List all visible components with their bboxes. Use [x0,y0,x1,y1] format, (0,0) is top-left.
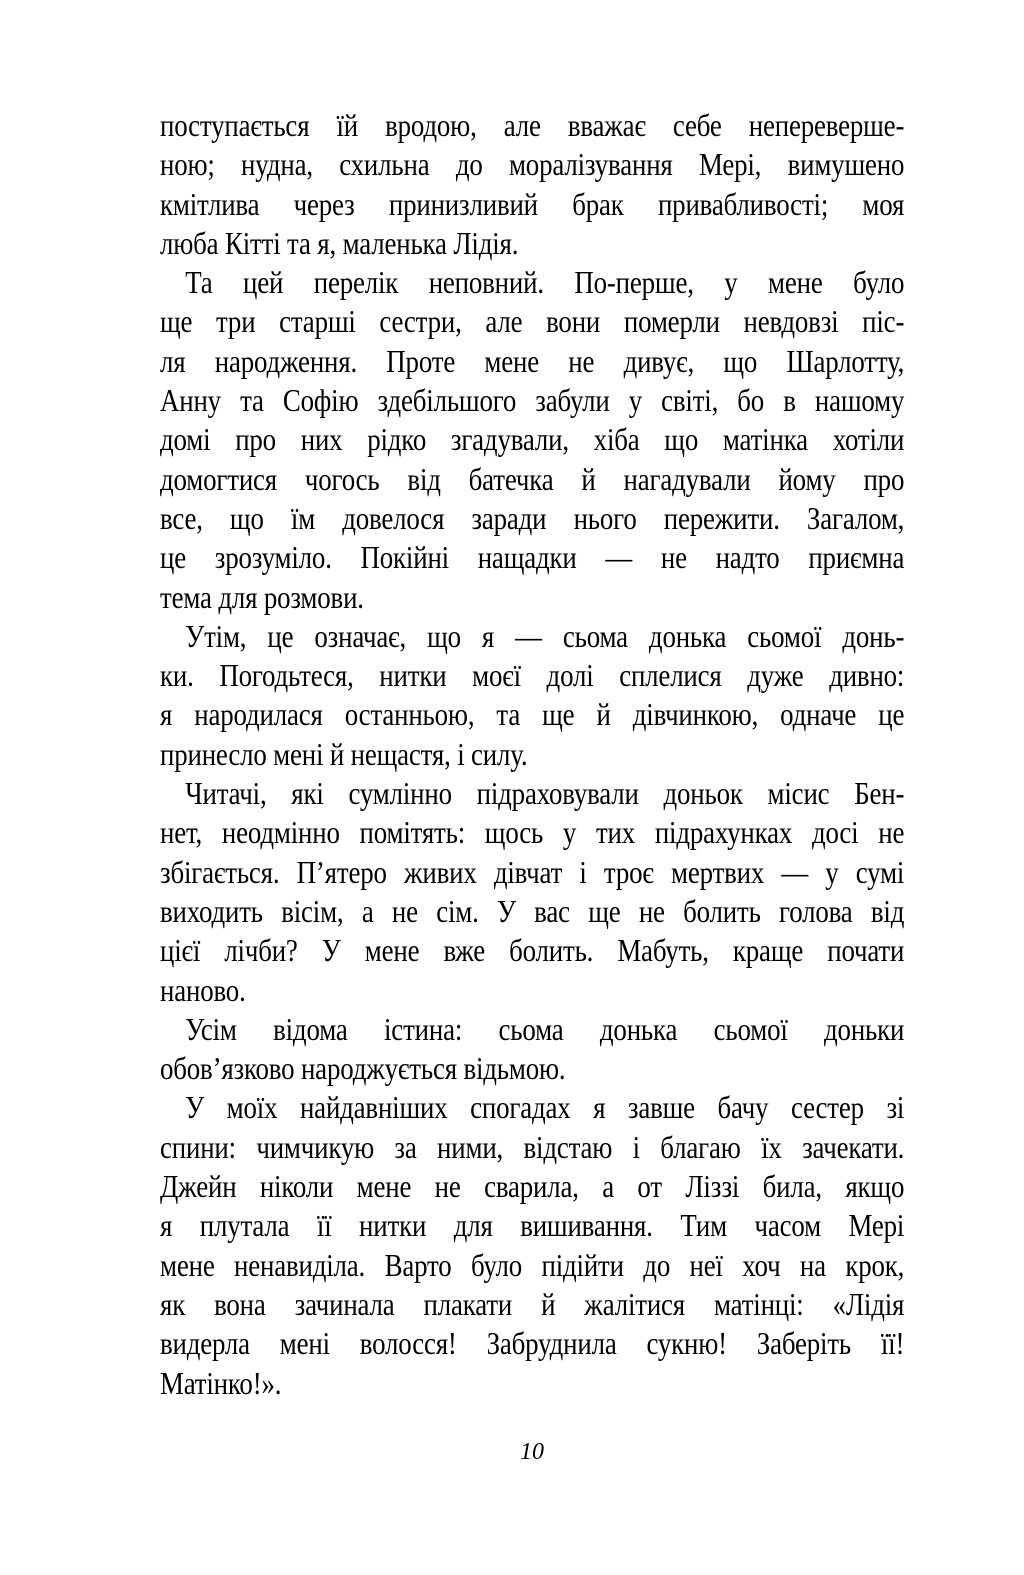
text-line: принесло мені й нещастя, і силу. [160,735,528,772]
text-line: домі про них рідко згадували, хіба що матінка хотіли [160,421,905,458]
text-line: Утім, це означає, що я — сьома донька сьомої донь- [185,617,905,654]
text-line: ки. Погодьтеся, нитки моєї долі сплелися дуже дивно: [160,657,905,694]
text-line: я плутала її нитки для вишивання. Тим часом Мері [160,1207,905,1244]
text-line: збігається. П’ятеро живих дівчат і троє мертвих — у сумі [160,853,905,890]
text-line: У моїх найдавніших спогадах я завше бачу сестер зі [185,1089,905,1126]
text-line: спини: чимчикую за ними, відстаю і благаю їх зачекати. [160,1128,905,1165]
text-line: домогтися чогось від батечка й нагадували йому про [160,460,905,497]
text-line: мене ненавиділа. Варто було підійти до неї хоч на крок, [160,1246,905,1283]
text-line: я народилася останньою, та ще й дівчинкою, одначе це [160,696,905,733]
text-line: Джейн ніколи мене не сварила, а от Ліззі била, якщо [160,1168,905,1205]
text-line: ще три старші сестри, але вони померли невдовзі піс- [160,303,905,340]
text-line: люба Кітті та я, маленька Лідія. [160,224,519,261]
text-line: Читачі, які сумлінно підраховували доньок місис Бен- [185,775,905,812]
text-line: Усім відома істина: сьома донька сьомої доньки [185,1010,905,1047]
page-number: 10 [520,1439,544,1465]
text-line: ля народження. Проте мене не дивує, що Шарлотту, [160,342,905,379]
text-line: Анну та Софію здебільшого забули у світі, бо в нашому [160,382,905,419]
text-line: як вона зачинала плакати й жалітися матінці: «Лідія [160,1285,905,1322]
text-line: нет, неодмінно помітять: щось у тих підрахунках досі не [160,814,905,851]
text-line: Матінко!». [160,1364,282,1401]
text-line: обов’язково народжується відьмою. [160,1050,566,1087]
text-line: поступається їй вродою, але вважає себе непереверше- [160,107,905,143]
text-line: видерла мені волосся! Забруднила сукню! Заберіть її! [160,1325,905,1362]
text-line: ною; нудна, схильна до моралізування Мері, вимушено [160,146,905,183]
text-line: тема для розмови. [160,578,364,615]
text-line: виходить вісім, а не сім. У вас ще не болить голова від [160,892,905,929]
text-line: все, що їм довелося заради нього пережити. Загалом, [160,499,905,536]
text-line: наново. [160,971,246,1008]
text-line: це зрозуміло. Покійні нащадки — не надто приємна [160,539,905,576]
text-line: цієї лічби? У мене вже болить. Мабуть, краще почати [160,932,905,969]
text-line: Та цей перелік неповний. По-перше, у мене було [185,264,905,301]
text-line: кмітлива через принизливий брак привабливості; моя [160,185,905,222]
page-text [160,106,904,1403]
